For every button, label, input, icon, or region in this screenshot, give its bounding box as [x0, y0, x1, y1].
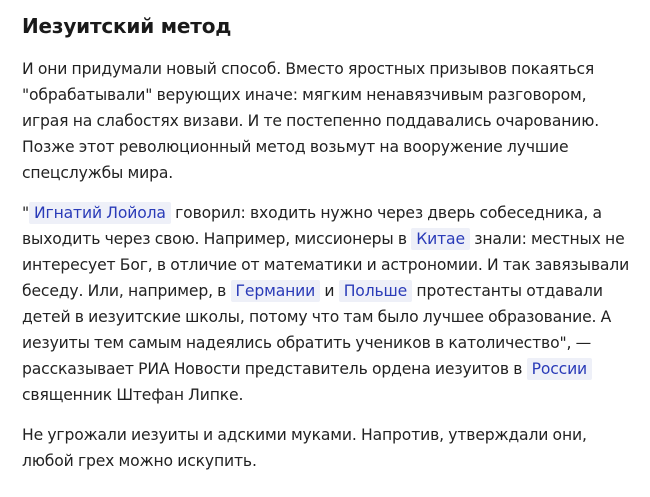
- article: [22, 10, 634, 488]
- link-ignatius-loyola[interactable]: Игнатий Лойола: [29, 202, 171, 224]
- paragraph-2: [22, 200, 634, 408]
- open-quote: ": [22, 204, 30, 222]
- text-segment: говорил: входить нужно через дверь собеседника, а выходить через свою. Например, миссионеры в: [22, 204, 602, 248]
- link-china[interactable]: Китае: [411, 228, 470, 250]
- link-germany[interactable]: Германии: [231, 280, 321, 302]
- section-heading: Иезуитский метод: [22, 14, 232, 38]
- text-segment: и: [320, 282, 339, 300]
- paragraph-1: И они придумали новый способ. Вместо яростных призывов покаяться "обрабатывали" верующих иначе: мягким ненавязчивым разговором, играя на слабостях визави. И те постепенно поддавались очарованию. Позже этот революционный метод возьмут на вооружение лучшие спецслужбы мира.: [22, 60, 600, 182]
- text-segment: знали: местных не интересует Бог, в отличие от математики и астрономии. И так завязывали беседу. Или, например, в: [22, 230, 630, 300]
- link-poland[interactable]: Польше: [339, 280, 412, 302]
- link-russia[interactable]: России: [527, 358, 592, 380]
- text-segment: протестанты отдавали детей в иезуитские школы, потому что там было лучшее образование. А иезуиты тем самым надеялись обратить учеников в католичество", — рассказывает РИА Новости представитель ордена иезуитов в: [22, 282, 612, 378]
- text-segment: священник Штефан Липке.: [22, 386, 244, 404]
- paragraph-3: Не угрожали иезуиты и адскими муками. Напротив, утверждали они, любой грех можно искупить.: [22, 426, 587, 470]
